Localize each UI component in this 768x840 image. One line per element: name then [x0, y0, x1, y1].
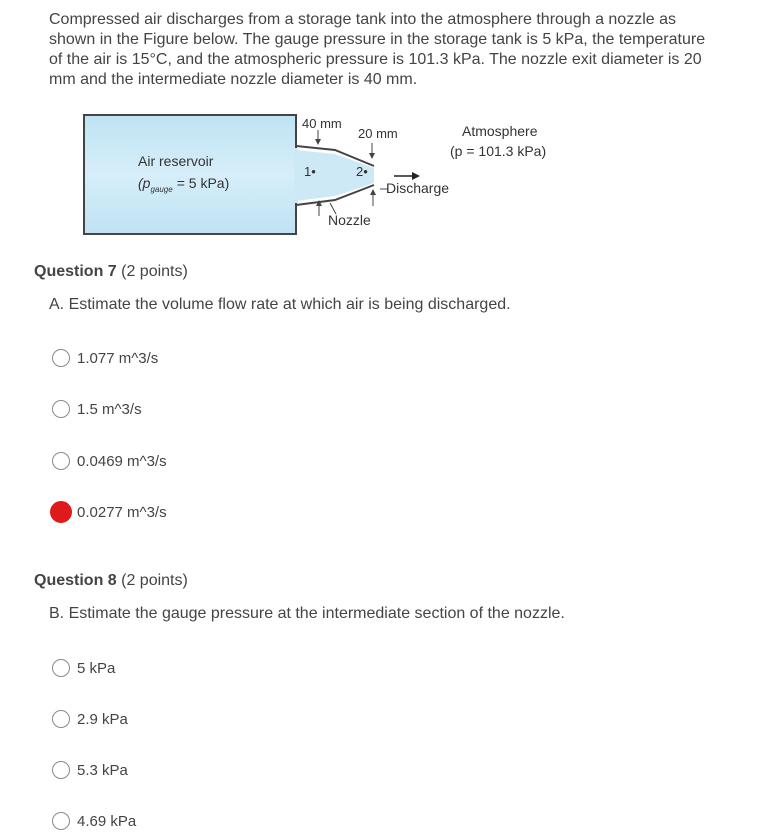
- radio-button[interactable]: [52, 710, 70, 728]
- question-8-title: Question 8: [34, 572, 117, 589]
- q8-option-3[interactable]: [52, 759, 128, 781]
- option-label: 0.0277 m^3/s: [77, 503, 167, 521]
- label-40mm: 40 mm: [302, 116, 342, 131]
- nozzle-label: Nozzle: [328, 212, 371, 228]
- option-label: 5.3 kPa: [77, 761, 128, 779]
- reservoir-label: Air reservoir: [138, 153, 214, 169]
- atmosphere-label: Atmosphere: [462, 123, 538, 139]
- q8-option-2[interactable]: [52, 708, 128, 730]
- q7-option-1[interactable]: [52, 347, 158, 369]
- question-8-points: (2 points): [116, 572, 188, 589]
- option-label: 1.5 m^3/s: [77, 400, 142, 418]
- atmosphere-pressure: (p = 101.3 kPa): [450, 143, 547, 159]
- question-7-header: [34, 263, 188, 281]
- question-7-prompt: A. Estimate the volume flow rate at which air is being discharged.: [49, 296, 511, 313]
- option-label: 4.69 kPa: [77, 812, 137, 830]
- radio-button[interactable]: [52, 400, 70, 418]
- radio-button[interactable]: [52, 349, 70, 367]
- radio-button[interactable]: [52, 452, 70, 470]
- question-7-points: (2 points): [116, 263, 188, 280]
- option-label: 0.0469 m^3/s: [77, 452, 167, 470]
- reservoir-pressure: ($p_{gauge} = 5$ kPa): [138, 175, 230, 194]
- option-label: 2.9 kPa: [77, 710, 128, 728]
- q8-option-1[interactable]: [52, 657, 115, 679]
- question-8-prompt: B. Estimate the gauge pressure at the intermediate section of the nozzle.: [49, 605, 565, 622]
- option-label: 5 kPa: [77, 659, 116, 677]
- label-20mm: 20 mm: [358, 126, 398, 141]
- radio-button-selected[interactable]: [50, 501, 72, 523]
- q7-option-2[interactable]: [52, 398, 142, 420]
- question-7-title: Question 7: [34, 263, 117, 280]
- q7-option-4[interactable]: [52, 501, 167, 523]
- q8-option-4[interactable]: [52, 810, 136, 832]
- problem-statement: Compressed air discharges from a storage tank into the atmosphere through a nozzle as shown in the Figure below. The gauge pressure in the storage tank is 5 kPa, the temperature of the air is 15°C, and the atmospheric pressure is 101.3 kPa. The nozzle exit diameter is 20 mm and the intermediate nozzle diameter is 40 mm.: [49, 11, 706, 88]
- radio-button[interactable]: [52, 812, 70, 830]
- nozzle-figure: [80, 110, 580, 240]
- point-1-label: 1•: [304, 164, 316, 179]
- radio-button[interactable]: [52, 761, 70, 779]
- option-label: 1.077 m^3/s: [77, 349, 159, 367]
- point-2-label: 2•: [356, 164, 368, 179]
- radio-button[interactable]: [52, 659, 70, 677]
- discharge-label: Discharge: [386, 180, 450, 196]
- question-8-header: [34, 572, 188, 590]
- q7-option-3[interactable]: [52, 450, 167, 472]
